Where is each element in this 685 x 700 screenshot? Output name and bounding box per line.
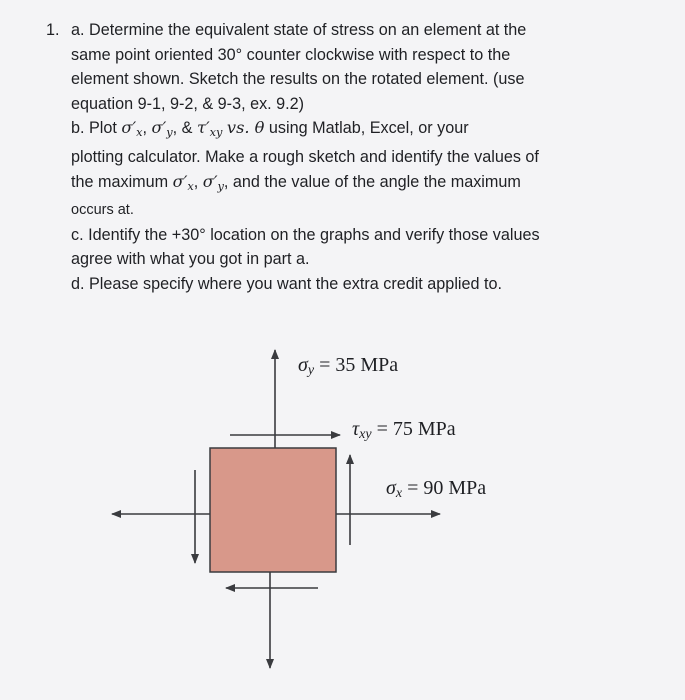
part-a-line-2: same point oriented 30° counter clockwise with respect to the — [71, 45, 511, 64]
part-b-sep-1: , — [142, 119, 148, 138]
sigma-y-value: = 35 MPa — [319, 354, 399, 376]
stress-element — [210, 448, 336, 572]
part-d-line: d. Please specify where you want the extra credit applied to. — [71, 274, 503, 293]
part-b-suffix: using Matlab, Excel, or your — [268, 119, 469, 138]
part-a-line-1: a. Determine the equivalent state of stress on an element at the — [71, 21, 527, 39]
part-b-prefix: b. Plot — [71, 119, 117, 138]
part-a-line-4: equation 9-1, 9-2, & 9-3, ex. 9.2) — [71, 94, 305, 113]
problem-number: 1. — [46, 21, 60, 39]
part-c-line-2: agree with what you got in part a. — [71, 250, 310, 269]
tau-xy-label: $\tau_{xy} = 75$ MPa — [352, 418, 456, 442]
part-b-vs: vs. θ — [226, 118, 265, 138]
part-b-line-4: occurs at. — [71, 202, 134, 219]
sigma-y-label: $\sigma_y = 35$ MPa — [298, 354, 399, 378]
sigma-x-label: $\sigma_x = 90$ MPa — [386, 477, 487, 501]
part-b-amp: & — [181, 119, 193, 138]
part-b-line-1: b. Plot $\sigma'_x$, $\sigma'_y$, & $\tau'_{xy}$ vs. θ using Matlab, Excel, or your — [71, 118, 469, 140]
part-b-line-3: the maximum $\sigma'_x$, $\sigma'_y$, and the value of the angle the maximum — [71, 171, 521, 193]
part-b-line3-prefix: the maximum — [71, 172, 169, 191]
part-b-line3-suffix: and the value of the angle the maximum — [232, 172, 521, 191]
part-b-line-2: plotting calculator. Make a rough sketch and identify the values of — [71, 147, 539, 166]
part-a-line-3: element shown. Sketch the results on the rotated element. (use — [71, 70, 525, 89]
part-c-line-1: c. Identify the +30° location on the graphs and verify those values — [71, 225, 540, 244]
part-b-line3-sep: , — [193, 172, 199, 191]
tau-xy-value: = 75 MPa — [376, 418, 456, 440]
sigma-x-value: = 90 MPa — [407, 477, 487, 499]
part-b-sep-2: , — [172, 119, 178, 138]
